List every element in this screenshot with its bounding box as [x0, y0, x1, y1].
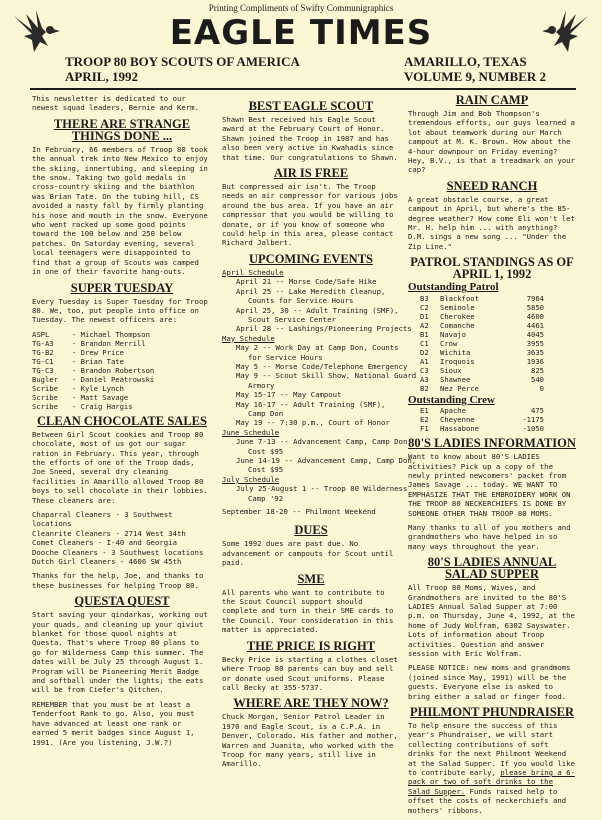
masthead-rule — [30, 88, 576, 90]
volume: VOLUME 9, NUMBER 2 — [404, 69, 547, 84]
list-item: April 21 -- Morse Code/Safe Hike — [236, 277, 377, 287]
masthead — [0, 0, 602, 100]
list-item: Armory — [248, 380, 275, 390]
list-item: Camp '92 — [248, 493, 284, 503]
super-body: Every Tuesday is Super Tuesday for Troop 80. We, too, put people into office on Tuesday. The newest officers are: — [32, 296, 208, 325]
list-item: May 9 -- Scout Skill Show, National Guard — [236, 371, 417, 381]
strange-title: THERE ARE STRANGE THINGS DONE ... — [53, 116, 191, 143]
list-item: Dutch Girl Cleaners - 4606 SW 45th — [32, 557, 182, 566]
salad-body: All Troop 80 Moms, Wives, and Grandmothers are invited to the 80'S LADIES Annual Salad Supper at 7:00 p.m. on Thursday, June 4, 1992, at the home of Judy Wolfram, 6302 Sayswater. Lots of information about Troop activities. Question and answer session with Eric Wolfram. — [408, 583, 575, 658]
table-row: Scribe - Kyle Lynch — [32, 383, 124, 393]
air-body: But compressed air isn't. The Troop needs an air compressor for various jobs around the bus area. If you have an air compressor that you would be willing to donate, or if you know of someone who could help in this area, please contact Richard Jalbert. — [222, 182, 398, 248]
officers-table — [32, 330, 154, 411]
best-body: Shawn Best received his Eagle Scout award at the February Court of Honor. Shawn joined the Troop in 1987 and has also been very active in Kwahadis since that time. Our congratulations to Shawn. — [222, 115, 398, 162]
schedule-heading: June Schedule — [222, 427, 280, 437]
sme-title: SME — [297, 571, 325, 586]
where-body: Chuck Morgan, Senior Patrol Leader in 1970 and Eagle Scout, is a C.P.A. in Denver, Colorado. His father and mother, Warren and Juanita, who worked with the Troop for many years, still live in Amarillo. — [222, 712, 398, 769]
table-row: E1 Apache 475 — [420, 406, 544, 416]
crew-heading: Outstanding Crew — [408, 393, 495, 406]
column-middle — [222, 94, 417, 774]
table-row: D2 Wichita 3635 — [420, 347, 544, 357]
patrol-standings-table — [408, 294, 544, 393]
list-item: May 5 -- Morse Code/Telephone Emergency — [236, 361, 408, 371]
table-row: TG-A3 - Brandon Merrill — [32, 338, 146, 348]
strange-body: In February, 66 members of Troop 80 took the annual trek into New Mexico to enjoy the skiing, innertubing, and sleeping in the snow. Taking two gold medals in cross-country skiing and the biathlon was Brian Tate. On the tubing hill, CS avoided a nasty fall by firmly planting his nose and mouth in the snow. Everyone who went racked up some good points toward the 100 below and 250 below patches. On Saturday evening, several local teenagers were disappointed to find that a group of Scouts was camped in one of their favorite hang-outs. — [32, 144, 208, 277]
table-row: F1 Hassabone -1050 — [420, 424, 544, 434]
list-item: Dooche Cleaners - 3 Southwest locations — [32, 547, 204, 557]
city: AMARILLO, TEXAS — [404, 54, 527, 69]
schedule-heading: April Schedule — [222, 267, 284, 277]
list-item: Counts for Service Hours — [248, 296, 354, 306]
table-row: C1 Crow 3955 — [420, 338, 544, 348]
list-item: Scout Service Center — [248, 314, 336, 324]
crew-standings-table — [408, 406, 544, 433]
sneed-body: A great obstacle course, a great campout in April, but where's the 85-degree weather? How come Eli won't let Mr. H. help him ... with anything? D.M. sings a new song ... "Under the Zip Line." — [408, 194, 575, 251]
questa-body: Start saving your qindarkas, working out your quads, and cleaning up your qiviut blanket for those quool nights at Questa. That's where Troop 80 plans to go for Wilderness Camp this summer. The dates will be July 25 through August 1. Program will be Pioneering Merit Badge and softball under the lights; the eats will be from Ciefer's Qitchen. — [32, 610, 208, 695]
table-row: ASPL - Michael Thompson — [32, 329, 150, 339]
list-item: Chaparral Cleaners - 3 Southwest locations — [32, 509, 173, 529]
list-item: June 7-13 -- Advancement Camp, Camp Don, — [236, 437, 412, 447]
printing-credit: Printing Compliments of Swifty Communigraphics — [208, 3, 394, 13]
questa-remember: REMEMBER that you must be at least a Tenderfoot Rank to go. Also, you must have advanced at least one rank or earned 5 merit badges since August 1, 1991. (Are you listening, J.W.?) — [32, 699, 195, 747]
upcoming-title: UPCOMING EVENTS — [249, 251, 373, 266]
table-row: A1 Iroquois 1936 — [420, 356, 544, 366]
table-row: Scribe - Matt Savage — [32, 392, 129, 402]
sme-body: All parents who want to contribute to the Scout Council support should complete and turn in their SME cards to the Council. Your consideration in this matter is appreciated. — [222, 587, 394, 635]
table-row: TG-C3 - Brandon Robertson — [32, 365, 155, 375]
best-title: BEST EAGLE SCOUT — [248, 99, 374, 113]
column-right — [408, 94, 576, 820]
table-row: C3 Sioux 825 — [420, 365, 544, 375]
schedule-heading: July Schedule — [222, 474, 280, 484]
list-item: Camp Don — [248, 408, 284, 418]
cleaners-list — [32, 510, 212, 566]
dues-body: Some 1992 dues are past due. No advancement or campouts for Scout until paid. — [222, 539, 394, 568]
table-row: D1 Cherokee 4600 — [420, 311, 544, 321]
list-item: for Service Hours — [248, 352, 323, 362]
list-item: September 18-20 -- Philmont Weekend — [222, 507, 376, 517]
ladies-body: Want to know about 80'S LADIES activities? Pick up a copy of the newly printed newcomers' packet from James Savage ... today. WE WANT TO EMPHASIZE THAT THE EMBROIDERY WORK ON THE TROOP 80 NECKERCHIEFS IS DONE BY SOMEONE OTHER THAN TROOP 80 MOMS. — [408, 452, 571, 518]
troop-name: TROOP 80 BOY SCOUTS OF AMERICA — [65, 54, 300, 69]
list-item: April 25, 30 -- Adult Training (SMF), — [236, 305, 399, 315]
list-item: May 15-17 -- May Campout — [236, 390, 342, 400]
sneed-title: SNEED RANCH — [446, 178, 538, 193]
list-item: May 16-17 -- Adult Training (SMF), — [236, 399, 386, 409]
cleaners-thanks: Thanks for the help, Joe, and thanks to these businesses for helping Troop 80. — [32, 571, 204, 590]
list-item: May 2 -- Work Day at Camp Don, Counts — [236, 343, 399, 353]
phil-title: PHILMONT PHUNDRAISER — [409, 705, 575, 720]
list-item: April 25 -- Lake Meredith Cleanup, — [236, 286, 386, 296]
table-row: Scribe - Craig Hargis — [32, 401, 133, 411]
price-body: Becky Price is starting a clothes closet where Troop 80 parents can buy and sell or donate used Scout uniforms. Please call Becky at 355-5737. — [222, 654, 398, 692]
patrol-heading: Outstanding Patrol — [408, 281, 499, 294]
clean-body: Between Girl Scout cookies and Troop 80 chocolate, most of us got our sugar ration in February. This year, through the efforts of one of the Troop dads, Joe Sneed, several dry cleaning facilities in Amarillo allowed Troop 80 boys to sell chocolate in their lobbies. These cleaners are: — [32, 429, 208, 505]
table-row: B2 Nez Perce 0 — [420, 383, 544, 393]
rain-body: Through Jim and Bob Thompson's tremendous efforts, our guys learned a lot about teamwork during our March campout at M. K. Brown. How about the 4-hour downpour on Friday evening? Hey, B.V., is that a treadmark on your cap? — [408, 109, 575, 175]
table-row: A3 Shawnee 540 — [420, 374, 544, 384]
list-item: Comet Cleaners - I-40 and Georgia — [32, 538, 177, 548]
issue-date: APRIL, 1992 — [65, 69, 138, 84]
list-item: Cost $95 — [248, 465, 284, 475]
air-title: AIR IS FREE — [273, 166, 349, 181]
event-schedule — [222, 267, 417, 517]
dedication: This newsletter is dedicated to our newest squad leaders, Bernie and Kerm. — [32, 94, 199, 113]
table-row: TG-C1 - Brian Tate — [32, 356, 124, 366]
phil-body: To help ensure the success of this year's Phundraiser, we will start collecting contributions of soft drinks for the next Philmont Weekend at the Salad Supper. If you would like to contribute early, please bring a 6-pack or two of soft drinks to the Salad Supper. Funds raised help to offset the costs of neckerchiefs and mothers' ribbons. — [408, 721, 575, 815]
clean-title: CLEAN CHOCOLATE SALES — [37, 413, 207, 428]
list-item: Cleanrite Cleaners - 2714 West 34th — [32, 528, 186, 538]
super-title: SUPER TUESDAY — [70, 280, 174, 295]
salad-title: 80'S LADIES ANNUAL SALAD SUPPER — [427, 555, 557, 582]
ladies-title: 80'S LADIES INFORMATION — [408, 436, 576, 451]
price-title: THE PRICE IS RIGHT — [246, 638, 376, 653]
dues-title: DUES — [294, 523, 328, 538]
table-row: E2 Cheyenne -1175 — [420, 415, 544, 425]
list-item: July 25-August 1 -- Troop 80 Wilderness — [236, 484, 408, 494]
table-row: Bugler - Daniel Peatrowski — [32, 374, 155, 384]
ladies-thanks: Many thanks to all of you mothers and grandmothers who have helped in so many ways throughout the year. — [408, 522, 571, 551]
list-item: May 19 -- 7:30 p.m., Court of Honor — [236, 418, 390, 428]
newsletter-title: EAGLE TIMES — [169, 13, 433, 53]
list-item: June 14-19 -- Advancement Camp, Camp Don, — [236, 456, 417, 465]
where-title: WHERE ARE THEY NOW? — [233, 696, 389, 711]
column-left — [32, 94, 212, 752]
phil-request: please bring a 6-pack or two of soft drinks to the Salad Supper. — [408, 768, 575, 796]
table-row: B3 Blackfoot 7964 — [420, 293, 544, 303]
table-row: TG-B2 - Drew Price — [32, 347, 124, 357]
table-row: C2 Seminole 5850 — [420, 302, 544, 312]
standings-title: PATROL STANDINGS AS OF APRIL 1, 1992 — [410, 255, 574, 282]
list-item: April 28 -- Lashings/Pioneering Projects — [236, 324, 412, 334]
salad-notice: PLEASE NOTICE: new moms and grandmoms (joined since May, 1991) will be the guests. Everyone else is asked to bring either a salad or finger food. — [408, 663, 571, 701]
rain-title: RAIN CAMP — [455, 93, 529, 107]
table-row: B1 Navajo 4045 — [420, 329, 544, 339]
list-item: Cost $95 — [248, 446, 284, 456]
questa-title: QUESTA QUEST — [74, 594, 170, 609]
schedule-heading: May Schedule — [222, 333, 275, 343]
table-row: A2 Comanche 4461 — [420, 320, 544, 330]
